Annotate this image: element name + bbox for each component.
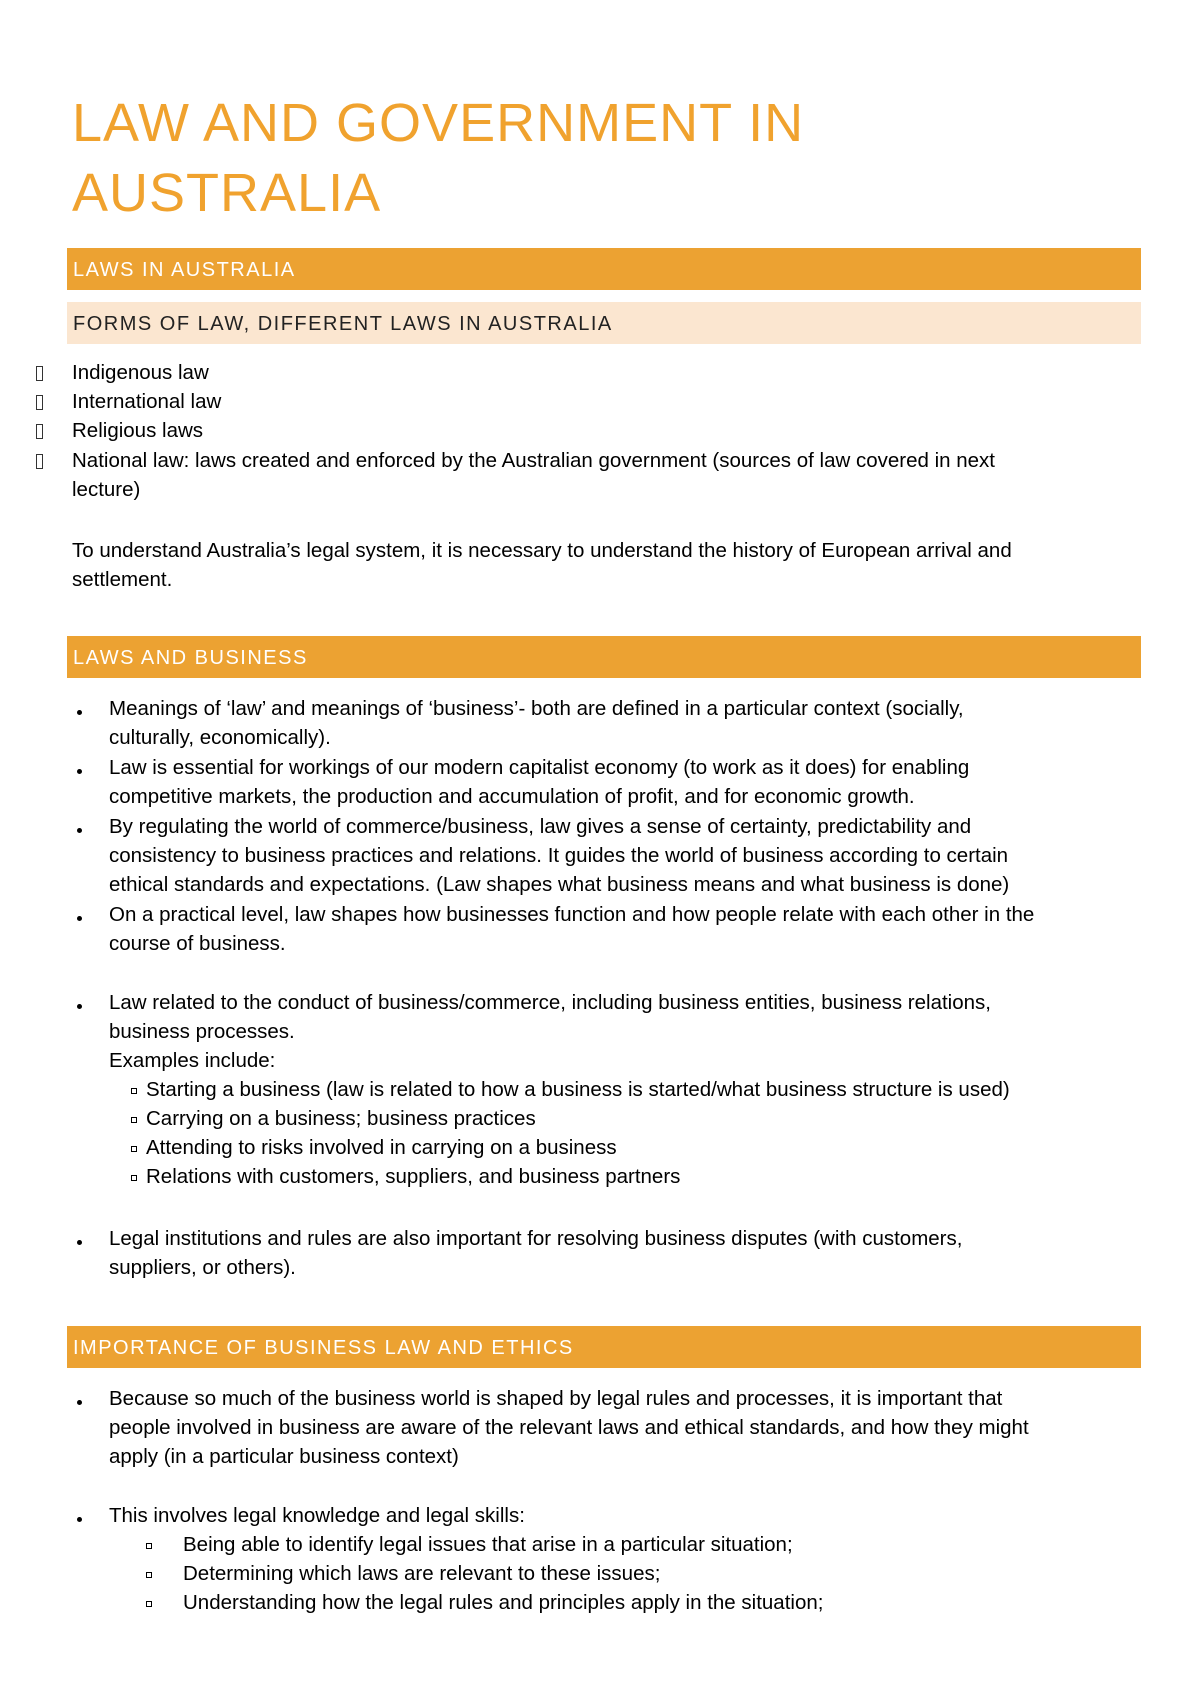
list-item-continuation: business processes. bbox=[109, 1020, 295, 1043]
bullet-dot-icon bbox=[77, 828, 82, 833]
bullet-dot-icon bbox=[77, 1004, 82, 1009]
list-item-continuation: consistency to business practices and relations. It guides the world of business according to certain bbox=[109, 844, 1009, 867]
list-item: Law related to the conduct of business/commerce, including business entities, business relations, bbox=[109, 991, 991, 1014]
list-item: Law is essential for workings of our modern capitalist economy (to work as it does) for enabling bbox=[109, 756, 970, 779]
list-item-continuation: apply (in a particular business context) bbox=[109, 1445, 459, 1468]
sub-bullet-square-icon bbox=[131, 1146, 137, 1152]
page-title bbox=[72, 88, 1072, 228]
sub-list-item: Understanding how the legal rules and principles apply in the situation; bbox=[183, 1591, 824, 1614]
list-item: Indigenous law bbox=[72, 361, 209, 384]
bullet-dot-icon bbox=[77, 1517, 82, 1522]
title-line-2: AUSTRALIA bbox=[72, 163, 382, 223]
sub-bullet-square-icon bbox=[131, 1117, 137, 1123]
bullet-box-icon bbox=[36, 454, 43, 469]
list-item: By regulating the world of commerce/business, law gives a sense of certainty, predictability and bbox=[109, 815, 972, 838]
bullet-dot-icon bbox=[77, 710, 82, 715]
list-item-continuation: course of business. bbox=[109, 932, 286, 955]
list-item-continuation: suppliers, or others). bbox=[109, 1256, 296, 1279]
list-item: Because so much of the business world is shaped by legal rules and processes, it is important that bbox=[109, 1387, 1003, 1410]
list-item: Legal institutions and rules are also important for resolving business disputes (with customers, bbox=[109, 1227, 963, 1250]
list-item: National law: laws created and enforced by the Australian government (sources of law covered in next bbox=[72, 449, 996, 472]
sub-list-item: Determining which laws are relevant to these issues; bbox=[183, 1562, 661, 1585]
section-heading-business-law-ethics: IMPORTANCE OF BUSINESS LAW AND ETHICS bbox=[67, 1326, 1141, 1368]
bullet-dot-icon bbox=[77, 769, 82, 774]
section-heading-laws-and-business: LAWS AND BUSINESS bbox=[67, 636, 1141, 678]
list-item-continuation: lecture) bbox=[72, 478, 141, 501]
list-item: International law bbox=[72, 390, 222, 413]
sub-bullet-square-icon bbox=[146, 1543, 152, 1549]
sub-list-item: Attending to risks involved in carrying on a business bbox=[146, 1136, 617, 1159]
list-item-continuation: competitive markets, the production and accumulation of profit, and for economic growth. bbox=[109, 785, 915, 808]
sub-list-item: Carrying on a business; business practices bbox=[146, 1107, 536, 1130]
list-item: This involves legal knowledge and legal skills: bbox=[109, 1504, 525, 1527]
paragraph-line: To understand Australia’s legal system, it is necessary to understand the history of European arrival and bbox=[72, 539, 1012, 562]
sub-bullet-square-icon bbox=[146, 1601, 152, 1607]
title-line-1: LAW AND GOVERNMENT IN bbox=[72, 93, 805, 153]
subsection-heading-forms-of-law: FORMS OF LAW, DIFFERENT LAWS IN AUSTRALIA bbox=[67, 302, 1141, 344]
section-heading-laws-in-australia: LAWS IN AUSTRALIA bbox=[67, 248, 1141, 290]
sub-list-item: Starting a business (law is related to how a business is started/what business structure is used) bbox=[146, 1078, 1010, 1101]
bullet-box-icon bbox=[36, 366, 43, 381]
sub-bullet-square-icon bbox=[146, 1572, 152, 1578]
paragraph-line: settlement. bbox=[72, 568, 173, 591]
sub-bullet-square-icon bbox=[131, 1175, 137, 1181]
list-item-continuation: culturally, economically). bbox=[109, 726, 331, 749]
bullet-box-icon bbox=[36, 424, 43, 439]
list-item-continuation: Examples include: bbox=[109, 1049, 276, 1072]
list-item-continuation: people involved in business are aware of the relevant laws and ethical standards, and how they might bbox=[109, 1416, 1029, 1439]
bullet-dot-icon bbox=[77, 916, 82, 921]
sub-list-item: Being able to identify legal issues that arise in a particular situation; bbox=[183, 1533, 793, 1556]
bullet-box-icon bbox=[36, 395, 43, 410]
bullet-dot-icon bbox=[77, 1240, 82, 1245]
sub-bullet-square-icon bbox=[131, 1088, 137, 1094]
list-item-continuation: ethical standards and expectations. (Law shapes what business means and what business is done) bbox=[109, 873, 1010, 896]
bullet-dot-icon bbox=[77, 1400, 82, 1405]
list-item: Religious laws bbox=[72, 419, 204, 442]
list-item: Meanings of ‘law’ and meanings of ‘business’- both are defined in a particular context (socially, bbox=[109, 697, 964, 720]
list-item: On a practical level, law shapes how businesses function and how people relate with each other in the bbox=[109, 903, 1035, 926]
sub-list-item: Relations with customers, suppliers, and business partners bbox=[146, 1165, 681, 1188]
